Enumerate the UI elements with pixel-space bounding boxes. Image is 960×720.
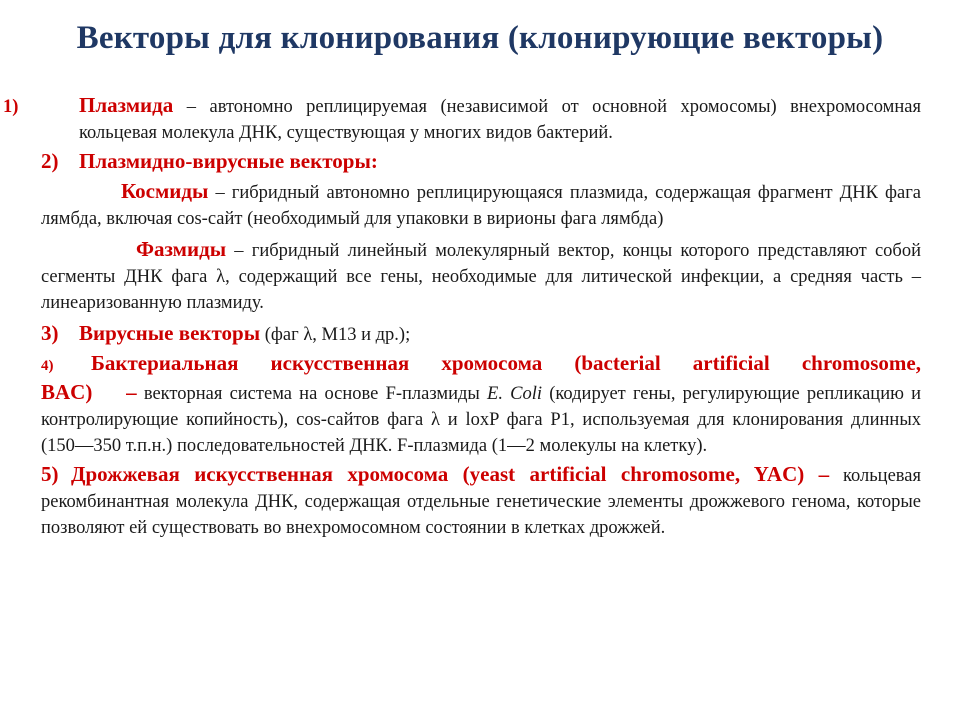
page-title: Векторы для клонирования (клонирующие векторы) (76, 20, 884, 56)
definition-plasmid: – автономно реплицируемая (независимой от основной хромосомы) внехромосомная кольцевая молекула ДНК, существующая у многих видов бактерий. (79, 97, 921, 143)
item-plasmid-viral (41, 148, 921, 176)
item-viral-vectors (41, 320, 921, 348)
term-viral-vectors: Вирусные векторы (79, 321, 261, 345)
definition-bac-italic: E. Coli (487, 384, 543, 404)
definition-bac-b: (кодирует гены, регулирующие репликацию и контролирующие копийность), cos-сайтов фага λ и loxP фага P1, используемая для клонирования длинных (150—350 т.п.н.) последовательностей ДНК. F-плазмида (1—2 молекулы на клетку). (41, 384, 922, 456)
item-number: 3) (41, 321, 59, 345)
term-plasmid-viral: Плазмидно-вирусные векторы: (79, 149, 378, 173)
definition-cosmids: – гибридный автономно реплицирующаяся плазмида, содержащая фрагмент ДНК фага лямбда, включая cos-сайт (необходимый для упаковки в вирионы фага лямбда) (41, 183, 921, 229)
item-plasmid (3, 92, 921, 146)
item-phasmids (41, 236, 921, 316)
content-body (3, 92, 922, 543)
term-bac: Бактериальная искусственная хромосома (bacterial artificial chromosome, BAC) – (41, 351, 921, 404)
item-number: 4) (41, 358, 54, 374)
item-cosmids (41, 178, 921, 232)
term-phasmids: Фазмиды (136, 237, 227, 261)
term-plasmid: Плазмида (79, 93, 174, 117)
definition-yac: кольцевая рекомбинантная молекула ДНК, содержащая отдельные генетические элементы дрожжевого генома, которые позволяют ей существовать во внехромосомном состоянии в клетках дрожжей. (41, 466, 921, 538)
item-number: 2) (41, 149, 59, 173)
item-yac (41, 461, 921, 541)
definition-viral-vectors: (фаг λ, М13 и др.); (260, 325, 411, 345)
item-bac (41, 350, 921, 459)
definition-phasmids: – гибридный линейный молекулярный вектор, концы которого представляют собой сегменты ДНК фага λ, содержащий все гены, необходимые для литической инфекции, а средняя часть – линеаризованную плазмиду. (41, 241, 921, 313)
item-number: 5) (41, 462, 59, 486)
term-yac: Дрожжевая искусственная хромосома (yeast artificial chromosome, YAC) – (71, 462, 830, 486)
definition-bac-a: векторная система на основе F-плазмиды (136, 384, 488, 404)
item-number: 1) (3, 97, 19, 117)
term-cosmids: Космиды (121, 179, 209, 203)
